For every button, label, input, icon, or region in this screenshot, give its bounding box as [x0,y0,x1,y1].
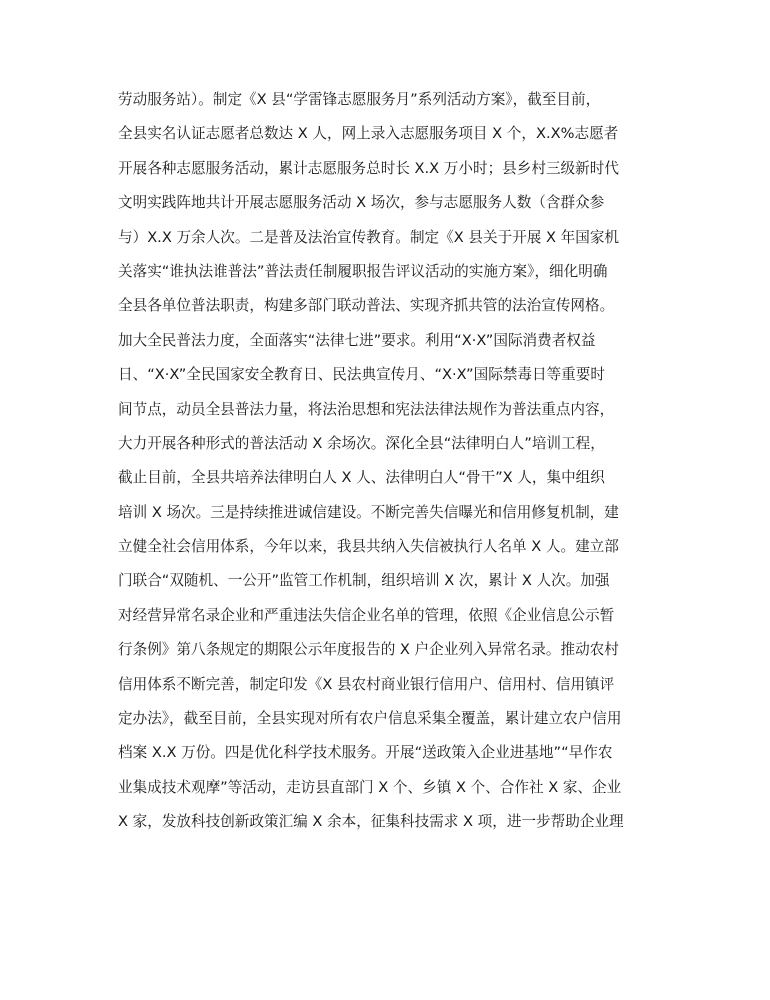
text-line: 档案 X.X 万份。四是优化科学技术服务。开展“送政策入企业进基地”“早作农 [118,744,613,762]
text-line: 行条例》第八条规定的期限公示年度报告的 X 户企业列入异常名录。推动农村 [118,641,619,659]
text-line: 开展各种志愿服务活动，累计志愿服务总时长 X.X 万小时；县乡村三级新时代 [118,159,619,177]
text-line: 培训 X 场次。三是持续推进诚信建设。不断完善失信曝光和信用修复机制，建 [118,503,619,521]
text-line: 日、“X·X”全民国家安全教育日、民法典宣传月、“X·X”国际禁毒日等重要时 [118,366,605,384]
text-line: 对经营异常名录企业和严重违法失信企业名单的管理，依照《企业信息公示暂 [118,606,615,624]
text-line: X 家，发放科技创新政策汇编 X 余本，征集科技需求 X 项，进一步帮助企业理 [118,813,624,831]
text-line: 与）X.X 万余人次。二是普及法治宣传教育。制定《X 县关于开展 X 年国家机 [118,228,620,246]
text-line: 全县实名认证志愿者总数达 X 人，网上录入志愿服务项目 X 个，X.X%志愿者 [118,125,619,143]
body-text [118,83,658,840]
text-line: 门联合“双随机、一公开”监管工作机制，组织培训 X 次，累计 X 人次。加强 [118,572,610,590]
text-line: 信用体系不断完善，制定印发《X 县农村商业银行信用户、信用村、信用镇评 [118,675,615,693]
text-line: 定办法》，截至目前，全县实现对所有农户信息采集全覆盖，累计建立农户信用 [118,710,622,728]
text-line: 全县各单位普法职责，构建多部门联动普法、实现齐抓共管的法治宣传网格。 [118,297,615,315]
text-line: 加大全民普法力度，全面落实“法律七进”要求。利用“X·X”国际消费者权益 [118,331,596,349]
text-line: 间节点，动员全县普法力量，将法治思想和宪法法律法规作为普法重点内容， [118,400,615,418]
text-line: 业集成技术观摩”等活动，走访县直部门 X 个、乡镇 X 个、合作社 X 家、企业 [118,778,622,796]
text-line: 文明实践阵地共计开展志愿服务活动 X 场次，参与志愿服务人数（含群众参 [118,194,605,212]
text-line: 关落实“谁执法谁普法”普法责任制履职报告评议活动的实施方案》，细化明确 [118,262,608,280]
text-line: 劳动服务站）。制定《X 县“学雷锋志愿服务月”系列活动方案》，截至目前， [118,91,601,108]
text-line: 大力开展各种形式的普法活动 X 余场次。深化全县“法律明白人”培训工程， [118,434,605,452]
text-line: 立健全社会信用体系，今年以来，我县共纳入失信被执行人名单 X 人。建立部 [118,538,619,556]
text-line: 截止目前，全县共培养法律明白人 X 人、法律明白人“骨干”X 人，集中组织 [118,469,605,487]
